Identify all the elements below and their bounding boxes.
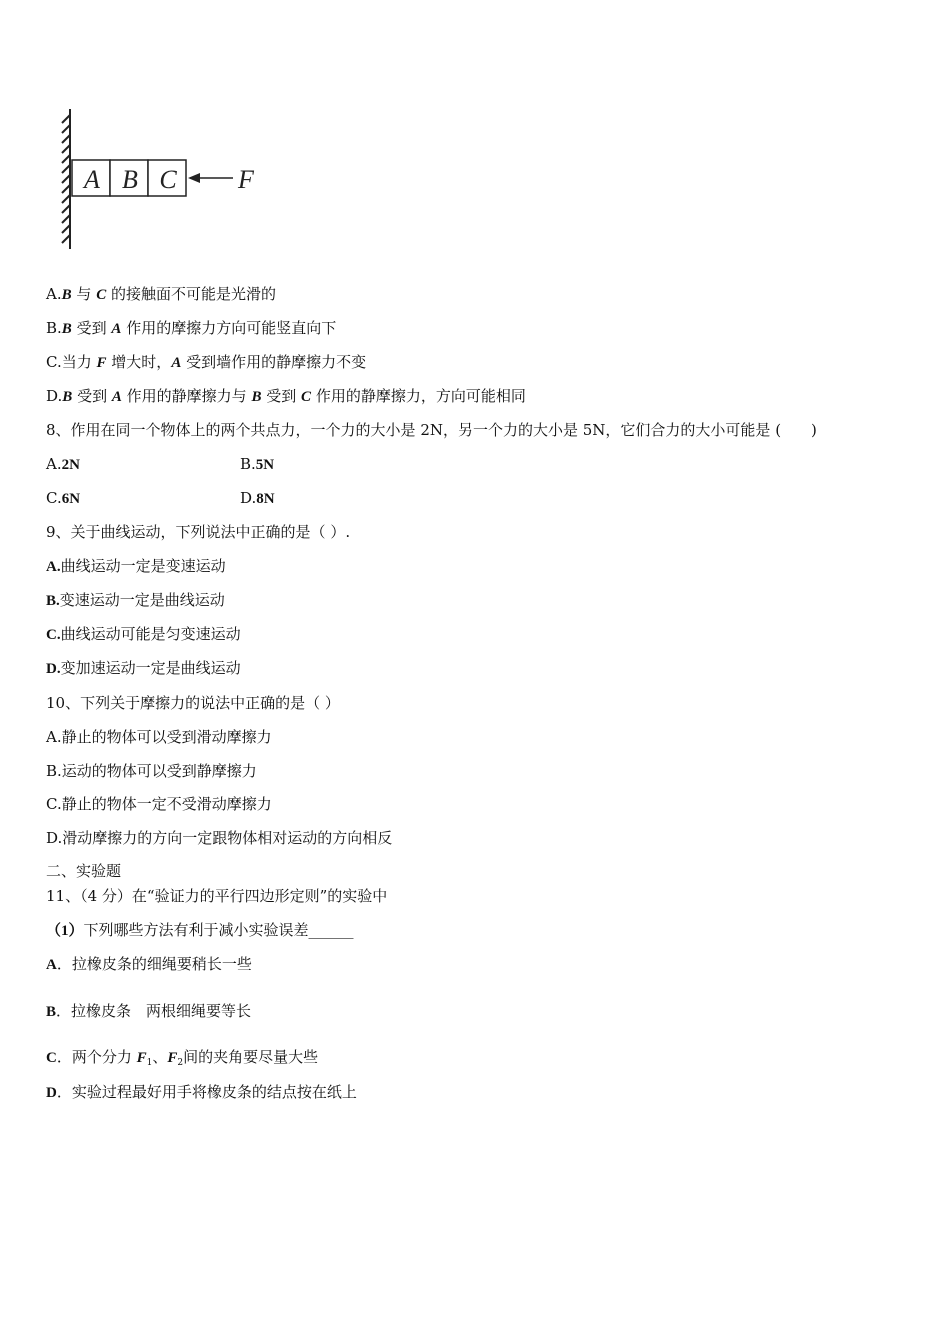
text: 增大时， <box>111 353 172 371</box>
option-text: 变加速运动一定是曲线运动 <box>60 659 241 677</box>
q9-option-d <box>46 658 241 679</box>
option-text: 间的夹角要尽量大些 <box>183 1048 319 1066</box>
q8-stem: 8、作用在同一个物体上的两个共点力，一个力的大小是 2N，另一个力的大小是 5N，它们合力的大小可能是 ( ) <box>46 421 817 439</box>
text: 作用的摩擦力方向可能竖直向下 <box>126 319 337 337</box>
var: B <box>61 321 72 337</box>
q9-option-c <box>46 624 241 645</box>
subscript: 2 <box>177 1058 184 1068</box>
sub-text: 下列哪些方法有利于减小实验误差______ <box>83 921 354 939</box>
q8-option-a <box>46 454 80 475</box>
q11-stem: 11、（4 分）在“验证力的平行四边形定则”的实验中 <box>46 887 388 905</box>
option-value: 6N <box>61 491 81 507</box>
option-text: 变速运动一定是曲线运动 <box>59 591 225 609</box>
option-prefix: D. <box>46 387 63 405</box>
var: A <box>111 321 122 337</box>
option-value: 8N <box>256 491 275 507</box>
section-heading: 二、实验题 <box>46 862 122 880</box>
q10-stem: 10、下列关于摩擦力的说法中正确的是（ ） <box>46 694 340 712</box>
var: C <box>301 389 312 405</box>
option-prefix: C <box>46 1050 57 1066</box>
block-a-label: A <box>84 165 100 194</box>
force-label: F <box>238 165 254 194</box>
option-text: 曲线运动一定是变速运动 <box>60 557 226 575</box>
q8-option-c <box>46 488 80 509</box>
var: C <box>96 287 107 303</box>
q8-option-b <box>240 454 274 475</box>
option-text: ．两个分力 <box>56 1048 137 1066</box>
q9-option-a <box>46 556 226 577</box>
var: A <box>111 389 122 405</box>
option-value: 2N <box>61 457 80 473</box>
q10-option-d: D.滑动摩擦力的方向一定跟物体相对运动的方向相反 <box>46 829 393 847</box>
option-text: ．拉橡皮条的细绳要稍长一些 <box>56 955 252 973</box>
text: 的接触面不可能是光滑的 <box>111 285 277 303</box>
var: B <box>62 389 73 405</box>
option-text: 曲线运动可能是匀变速运动 <box>60 625 241 643</box>
option-prefix: C.当力 <box>46 353 92 371</box>
q7-option-a <box>46 284 276 305</box>
q7-option-d <box>46 386 526 407</box>
option-text: 、 <box>152 1048 168 1066</box>
var: F <box>96 355 107 371</box>
var: F <box>167 1050 178 1066</box>
q11-option-c <box>46 1047 318 1073</box>
block-c-label: C <box>159 165 177 194</box>
text: 作用的静摩擦力与 <box>126 387 247 405</box>
q11-option-a <box>46 954 252 975</box>
option-prefix: D. <box>46 661 61 677</box>
text: 受到 <box>76 319 107 337</box>
q9-option-b <box>46 590 225 611</box>
option-prefix: C. <box>46 627 61 643</box>
option-prefix: A. <box>46 455 62 473</box>
text: 受到 <box>266 387 297 405</box>
q10-option-c: C.静止的物体一定不受滑动摩擦力 <box>46 795 272 813</box>
var: B <box>61 287 72 303</box>
wall <box>62 109 70 249</box>
sub-prefix: （1） <box>46 923 84 939</box>
option-prefix: B. <box>240 455 256 473</box>
option-prefix: A <box>46 957 57 973</box>
force-arrow <box>188 173 233 183</box>
option-prefix: B <box>46 1004 57 1020</box>
text: 与 <box>76 285 92 303</box>
option-value: 5N <box>255 457 275 473</box>
option-text: ．拉橡皮条 两根细绳要等长 <box>56 1002 252 1020</box>
q9-stem: 9、关于曲线运动，下列说法中正确的是（ ）. <box>46 523 351 541</box>
var: F <box>136 1050 147 1066</box>
text: 作用的静摩擦力，方向可能相同 <box>315 387 526 405</box>
q10-option-a: A.静止的物体可以受到滑动摩擦力 <box>46 728 272 746</box>
option-prefix: D <box>46 1085 57 1101</box>
var: B <box>251 389 262 405</box>
q11-option-b <box>46 1001 251 1022</box>
option-prefix: D. <box>240 489 257 507</box>
option-text: ．实验过程最好用手将橡皮条的结点按在纸上 <box>56 1083 357 1101</box>
q11-option-d <box>46 1082 357 1103</box>
text: 受到墙作用的静摩擦力不变 <box>186 353 367 371</box>
q11-subquestion <box>46 920 354 941</box>
q7-option-c <box>46 352 366 373</box>
text: 受到 <box>77 387 108 405</box>
subscript: 1 <box>146 1058 153 1068</box>
option-prefix: A. <box>46 285 62 303</box>
option-prefix: B. <box>46 319 62 337</box>
var: A <box>171 355 182 371</box>
q7-option-b <box>46 318 336 339</box>
option-prefix: A. <box>46 559 61 575</box>
option-prefix: C. <box>46 489 62 507</box>
blocks-wall-figure <box>58 105 268 255</box>
option-prefix: B. <box>46 593 60 609</box>
block-b-label: B <box>122 165 138 194</box>
q8-option-d <box>240 488 275 509</box>
q10-option-b: B.运动的物体可以受到静摩擦力 <box>46 762 257 780</box>
